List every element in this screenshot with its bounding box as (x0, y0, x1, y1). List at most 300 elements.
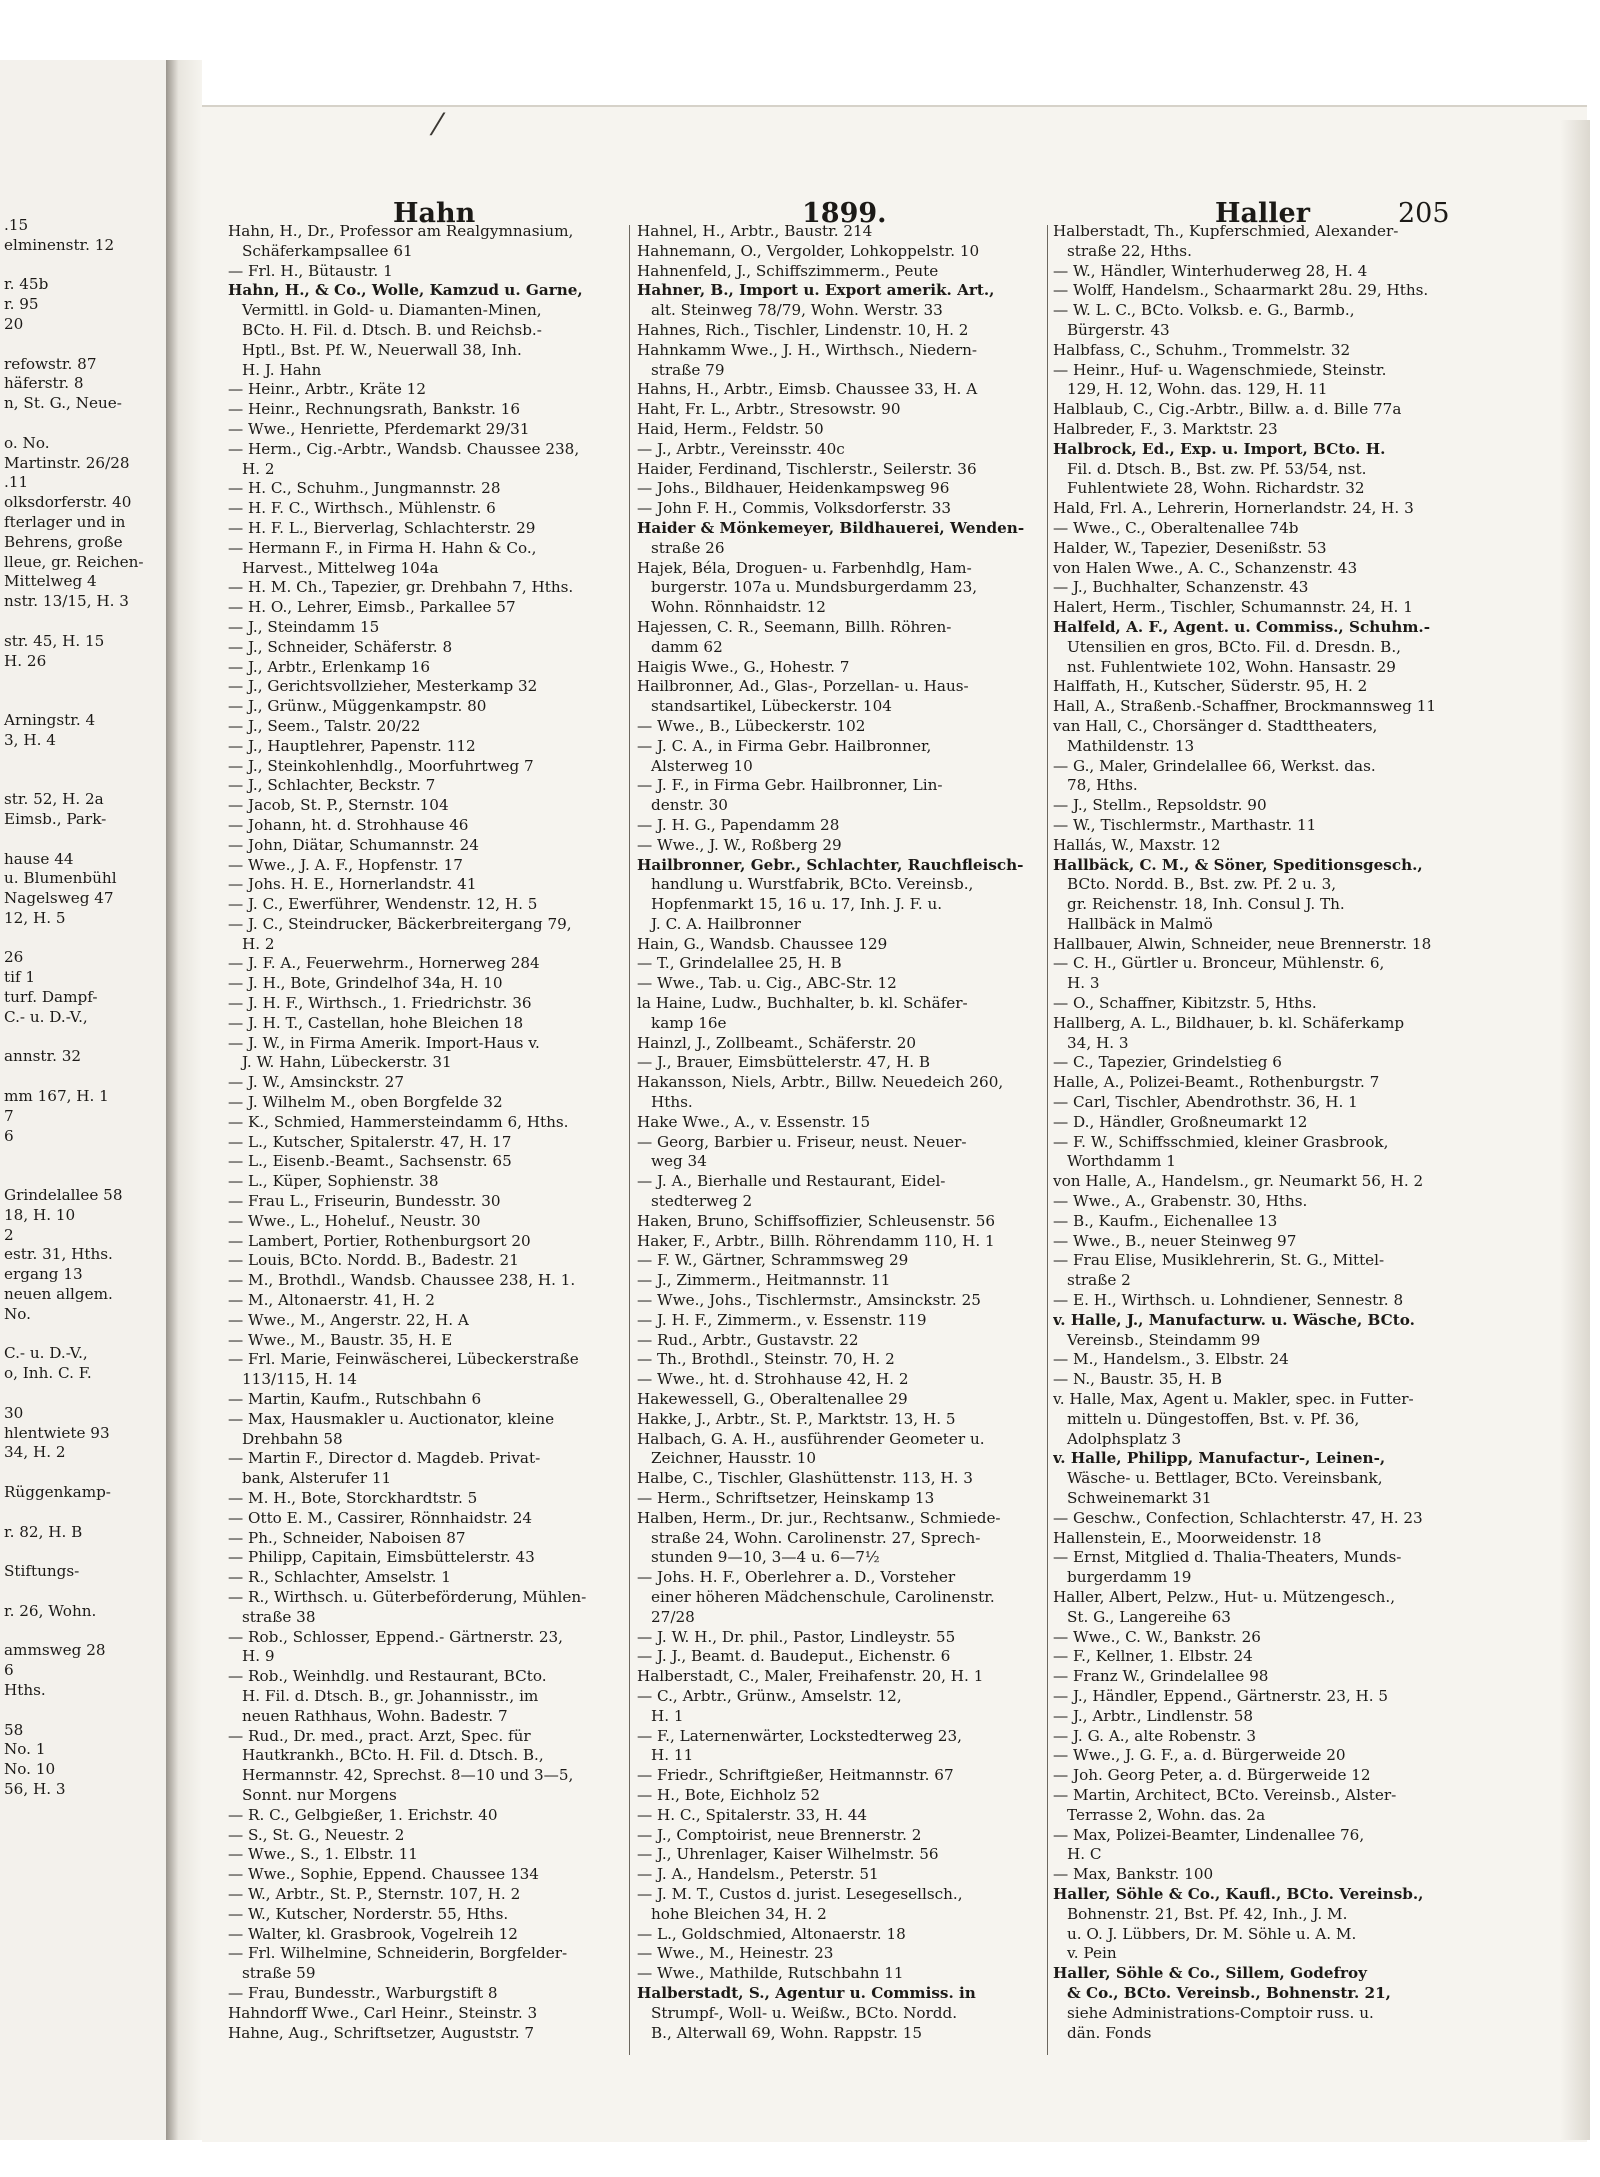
directory-entry-line: Drehbahn 58 (242, 1429, 343, 1448)
directory-entry-line: — J., Arbtr., Lindlenstr. 58 (1053, 1706, 1254, 1725)
directory-entry-line: — J., Steindamm 15 (228, 617, 380, 636)
previous-page-fragment: 26 (4, 948, 24, 967)
directory-entry-line: — J., Schneider, Schäferstr. 8 (228, 637, 453, 656)
directory-entry-line: Worthdamm 1 (1067, 1152, 1176, 1171)
previous-page-fragment: 2 (4, 1225, 14, 1244)
previous-page-fragment (0, 1067, 168, 1087)
directory-entry-line: — John, Diätar, Schumannstr. 24 (228, 835, 479, 854)
directory-entry-line: — Rud., Dr. med., pract. Arzt, Spec. für (228, 1726, 531, 1745)
directory-column-2 (637, 222, 1043, 2043)
directory-entry-line: burgerdamm 19 (1067, 1568, 1192, 1587)
directory-entry-line: straße 22, Hths. (1067, 241, 1192, 260)
previous-page-fragment (0, 1384, 168, 1404)
directory-entry-line: — Jacob, St. P., Sternstr. 104 (228, 796, 449, 815)
directory-entry-line: — Georg, Barbier u. Friseur, neust. Neuer- (637, 1132, 967, 1151)
directory-entry-line: mitteln u. Düngestoffen, Bst. v. Pf. 36, (1067, 1409, 1360, 1428)
directory-entry-line: — Rob., Weinhdlg. und Restaurant, BCto. (228, 1667, 547, 1686)
previous-page-fragment (0, 1582, 168, 1602)
directory-entry-line: Hakke, J., Arbtr., St. P., Marktstr. 13, H. 5 (637, 1409, 956, 1428)
directory-entry-line: — H. C., Schuhm., Jungmannstr. 28 (228, 479, 501, 498)
directory-entry-line: Zeichner, Hausstr. 10 (651, 1449, 817, 1468)
previous-page-fragment: 6 (4, 1126, 14, 1145)
directory-entry-line: Halblaub, C., Cig.-Arbtr., Billw. a. d. Bille 77a (1053, 400, 1402, 419)
directory-entry-line: — Rob., Schlosser, Eppend.- Gärtnerstr. 23, (228, 1627, 563, 1646)
directory-entry-line: Fuhlentwiete 28, Wohn. Richardstr. 32 (1067, 479, 1365, 498)
directory-entry-line: — Frl. Marie, Feinwäscherei, Lübeckerstraße (228, 1350, 579, 1369)
running-head-right: Haller (1215, 198, 1310, 229)
directory-entry-line: — Frl. Wilhelmine, Schneiderin, Borgfelder- (228, 1944, 568, 1963)
previous-page-fragment: 56, H. 3 (4, 1779, 66, 1798)
directory-entry-line: Hahnes, Rich., Tischler, Lindenstr. 10, H. 2 (637, 320, 969, 339)
previous-page-fragment: Hths. (4, 1680, 46, 1699)
directory-entry-line: — J. C., Steindrucker, Bäckerbreitergang 79, (228, 914, 572, 933)
previous-page-fragment (0, 1701, 168, 1721)
directory-entry-line: — J., Seem., Talstr. 20/22 (228, 716, 421, 735)
directory-entry-line: — H. F. L., Bierverlag, Schlachterstr. 29 (228, 518, 536, 537)
directory-entry-line: Halert, Herm., Tischler, Schumannstr. 24, H. 1 (1053, 598, 1413, 617)
directory-entry-line: — Walter, kl. Grasbrook, Vogelreih 12 (228, 1924, 518, 1943)
directory-entry-line: Hahnkamm Wwe., J. H., Wirthsch., Niedern- (637, 340, 978, 359)
directory-entry-line: Halle, A., Polizei-Beamt., Rothenburgstr. 7 (1053, 1073, 1380, 1092)
page-edge-shadow (1560, 120, 1590, 2140)
previous-page-fragment: 3, H. 4 (4, 730, 56, 749)
previous-page-fragment (0, 671, 168, 691)
directory-entry-line: Haller, Söhle & Co., Kaufl., BCto. Vereinsb., (1053, 1884, 1424, 1903)
directory-entry-line: Haid, Herm., Feldstr. 50 (637, 419, 824, 438)
directory-entry-line: — H. O., Lehrer, Eimsb., Parkallee 57 (228, 598, 516, 617)
previous-page-fragment: Eimsb., Park- (4, 809, 107, 828)
directory-entry-line: — Martin F., Director d. Magdeb. Privat- (228, 1449, 541, 1468)
previous-page-fragment: tif 1 (4, 968, 36, 987)
column-rule-2 (1047, 225, 1048, 2055)
directory-entry-line: la Haine, Ludw., Buchhalter, b. kl. Schäfer- (637, 994, 968, 1013)
directory-entry-line: von Halen Wwe., A. C., Schanzenstr. 43 (1053, 558, 1358, 577)
directory-entry-line: damm 62 (651, 637, 723, 656)
previous-page-fragment: annstr. 32 (4, 1047, 82, 1066)
previous-page-fragment: No. 1 (4, 1740, 46, 1759)
directory-entry-line: Hallbauer, Alwin, Schneider, neue Brennerstr. 18 (1053, 934, 1432, 953)
directory-entry-line: — Herm., Cig.-Arbtr., Wandsb. Chaussee 238, (228, 439, 580, 458)
directory-entry-line: H. 2 (242, 934, 275, 953)
directory-entry-line: — M., Altonaerstr. 41, H. 2 (228, 1291, 435, 1310)
directory-entry-line: — Wwe., M., Baustr. 35, H. E (228, 1330, 453, 1349)
directory-entry-line: J. W. Hahn, Lübeckerstr. 31 (242, 1053, 452, 1072)
directory-entry-line: Utensilien en gros, BCto. Fil. d. Dresdn. B., (1067, 637, 1401, 656)
directory-entry-line: — F. W., Schiffsschmied, kleiner Grasbrook, (1053, 1132, 1389, 1151)
directory-entry-line: — J. F. A., Feuerwehrm., Hornerweg 284 (228, 954, 540, 973)
directory-entry-line: — Wwe., Tab. u. Cig., ABC-Str. 12 (637, 974, 897, 993)
directory-entry-line: — O., Schaffner, Kibitzstr. 5, Hths. (1053, 994, 1317, 1013)
previous-page-fragment: r. 26, Wohn. (4, 1601, 97, 1620)
previous-page-fragment: o. No. (4, 433, 50, 452)
directory-entry-line: — M., Handelsm., 3. Elbstr. 24 (1053, 1350, 1289, 1369)
previous-page-fragment (0, 612, 168, 632)
directory-entry-line: Hahns, H., Arbtr., Eimsb. Chaussee 33, H. A (637, 380, 978, 399)
directory-entry-line: — Heinr., Rechnungsrath, Bankstr. 16 (228, 400, 521, 419)
directory-entry-line: — H., Bote, Eichholz 52 (637, 1785, 820, 1804)
directory-entry-line: — F., Laternenwärter, Lockstedterweg 23, (637, 1726, 962, 1745)
directory-entry-line: Hakansson, Niels, Arbtr., Billw. Neuedeich 260, (637, 1073, 1004, 1092)
directory-entry-line: Wäsche- u. Bettlager, BCto. Vereinsbank, (1067, 1469, 1383, 1488)
directory-entry-line: straße 38 (242, 1607, 316, 1626)
directory-entry-line: Hain, G., Wandsb. Chaussee 129 (637, 934, 888, 953)
directory-entry-line: — Franz W., Grindelallee 98 (1053, 1667, 1269, 1686)
previous-page-fragment: Rüggenkamp- (4, 1483, 111, 1501)
previous-page-fragment: 20 (4, 314, 24, 333)
previous-page-fragment (0, 1166, 168, 1186)
directory-entry-line: — Th., Brothdl., Steinstr. 70, H. 2 (637, 1350, 895, 1369)
directory-entry-line: straße 2 (1067, 1271, 1131, 1290)
directory-entry-line: Hptl., Bst. Pf. W., Neuerwall 38, Inh. (242, 340, 522, 359)
directory-entry-line: — B., Kaufm., Eichenallee 13 (1053, 1211, 1278, 1230)
directory-entry-line: Harvest., Mittelweg 104a (242, 558, 439, 577)
previous-page-fragment: 18, H. 10 (4, 1205, 76, 1224)
directory-entry-line: — T., Grindelallee 25, H. B (637, 954, 842, 973)
directory-entry-line: — W., Arbtr., St. P., Sternstr. 107, H. 2 (228, 1884, 521, 1903)
directory-entry-line: — W., Kutscher, Norderstr. 55, Hths. (228, 1904, 509, 1923)
directory-entry-line: straße 79 (651, 360, 725, 379)
directory-entry-line: — Friedr., Schriftgießer, Heitmannstr. 67 (637, 1766, 954, 1785)
previous-page-fragment: ammsweg 28 (4, 1641, 106, 1660)
previous-page-edge (0, 60, 168, 2140)
directory-entry-line: — L., Goldschmied, Altonaerstr. 18 (637, 1924, 906, 1943)
directory-entry-line: — Johann, ht. d. Strohhause 46 (228, 815, 469, 834)
previous-page-fragment: 58 (4, 1720, 24, 1739)
directory-entry-line: — Geschw., Confection, Schlachterstr. 47, H. 23 (1053, 1508, 1423, 1527)
directory-entry-line: — J. W., Amsinckstr. 27 (228, 1073, 404, 1092)
directory-entry-line: Hahne, Aug., Schriftsetzer, Auguststr. 7 (228, 2023, 535, 2042)
directory-entry-line: Wohn. Rönnhaidstr. 12 (651, 598, 826, 617)
previous-page-fragment: No. (4, 1304, 31, 1323)
directory-entry-line: — J., Buchhalter, Schanzenstr. 43 (1053, 578, 1309, 597)
previous-page-fragment: elminenstr. 12 (4, 235, 115, 254)
directory-entry-line: 34, H. 3 (1067, 1033, 1129, 1052)
directory-entry-line: u. O. J. Lübbers, Dr. M. Söhle u. A. M. (1067, 1924, 1357, 1943)
directory-entry-line: — J., Zimmerm., Heitmannstr. 11 (637, 1271, 891, 1290)
directory-entry-line: Hailbronner, Ad., Glas-, Porzellan- u. Haus- (637, 677, 969, 696)
previous-page-fragment: u. Blumenbühl (4, 869, 117, 888)
directory-entry-line: — Otto E. M., Cassirer, Rönnhaidstr. 24 (228, 1508, 533, 1527)
directory-entry-line: Fil. d. Dtsch. B., Bst. zw. Pf. 53/54, nst. (1067, 459, 1367, 478)
directory-entry-line: — Wwe., A., Grabenstr. 30, Hths. (1053, 1192, 1308, 1211)
directory-column-1 (228, 222, 626, 2043)
directory-entry-line: — Wwe., M., Heinestr. 23 (637, 1944, 834, 1963)
directory-entry-line: dän. Fonds (1067, 2023, 1152, 2042)
directory-entry-line: — Louis, BCto. Nordd. B., Badestr. 21 (228, 1251, 519, 1270)
directory-entry-line: — J. W. H., Dr. phil., Pastor, Lindleystr. 55 (637, 1627, 956, 1646)
directory-entry-line: — Max, Bankstr. 100 (1053, 1865, 1214, 1884)
directory-entry-line: Haht, Fr. L., Arbtr., Stresowstr. 90 (637, 400, 901, 419)
directory-entry-line: — J. H. F., Zimmerm., v. Essenstr. 119 (637, 1310, 927, 1329)
directory-entry-line: — J. H. F., Wirthsch., 1. Friedrichstr. 36 (228, 994, 532, 1013)
directory-entry-line: Halbreder, F., 3. Marktstr. 23 (1053, 419, 1278, 438)
directory-entry-line: Halben, Herm., Dr. jur., Rechtsanw., Schmiede- (637, 1508, 1001, 1527)
directory-entry-line: — J. C. A., in Firma Gebr. Hailbronner, (637, 736, 932, 755)
directory-entry-line: — Martin, Architect, BCto. Vereinsb., Alster- (1053, 1785, 1397, 1804)
directory-entry-line: straße 59 (242, 1964, 316, 1983)
previous-page-fragment: .15 (4, 216, 29, 234)
directory-entry-line: — John F. H., Commis, Volksdorferstr. 33 (637, 499, 952, 518)
directory-entry-line: Hallberg, A. L., Bildhauer, b. kl. Schäferkamp (1053, 1013, 1405, 1032)
directory-entry-line: H. 3 (1067, 974, 1100, 993)
previous-page-fragment (0, 256, 168, 276)
directory-entry-line: Hautkrankh., BCto. H. Fil. d. Dtsch. B., (242, 1746, 544, 1765)
directory-entry-line: — Wwe., B., Lübeckerstr. 102 (637, 716, 866, 735)
directory-entry-line: — R., Wirthsch. u. Güterbeförderung, Mühlen- (228, 1587, 587, 1606)
directory-entry-line: — Wwe., Mathilde, Rutschbahn 11 (637, 1964, 904, 1983)
directory-entry-line: — Johs., Bildhauer, Heidenkampsweg 96 (637, 479, 950, 498)
directory-entry-line: — J., Uhrenlager, Kaiser Wilhelmstr. 56 (637, 1845, 939, 1864)
directory-entry-line: — Herm., Schriftsetzer, Heinskamp 13 (637, 1489, 935, 1507)
directory-entry-line: Hall, A., Straßenb.-Schaffner, Brockmannsweg 11 (1053, 697, 1437, 716)
directory-entry-line: Hajek, Béla, Droguen- u. Farbenhdlg, Ham- (637, 558, 972, 577)
directory-entry-line: — J. J., Beamt. d. Baudeput., Eichenstr. 6 (637, 1647, 951, 1666)
directory-entry-line: — D., Händler, Großneumarkt 12 (1053, 1112, 1308, 1131)
directory-entry-line: — W., Händler, Winterhuderweg 28, H. 4 (1053, 261, 1368, 280)
previous-page-fragment (0, 1146, 168, 1166)
directory-entry-line: — Wwe., S., 1. Elbstr. 11 (228, 1845, 418, 1864)
directory-entry-line: — Lambert, Portier, Rothenburgsort 20 (228, 1231, 531, 1250)
previous-page-fragment: Mittelweg 4 (4, 572, 97, 591)
directory-entry-line: — J., Brauer, Eimsbüttelerstr. 47, H. B (637, 1053, 931, 1072)
previous-page-fragment: fterlager und in (4, 512, 126, 531)
running-head-year: 1899. (802, 198, 887, 229)
directory-entry-line: Bohnenstr. 21, Bst. Pf. 42, Inh., J. M. (1067, 1904, 1348, 1923)
directory-entry-line: — Ph., Schneider, Naboisen 87 (228, 1528, 466, 1547)
previous-page-fragment: nstr. 13/15, H. 3 (4, 592, 129, 611)
directory-entry-line: — Max, Polizei-Beamter, Lindenallee 76, (1053, 1825, 1365, 1844)
directory-entry-line: — H. M. Ch., Tapezier, gr. Drehbahn 7, Hths. (228, 578, 574, 597)
previous-page-fragment (0, 830, 168, 850)
directory-entry-line: — Frau Elise, Musiklehrerin, St. G., Mittel- (1053, 1251, 1385, 1270)
directory-entry-line: stedterweg 2 (651, 1192, 753, 1211)
directory-entry-line: — Wolff, Handelsm., Schaarmarkt 28u. 29, Hths. (1053, 281, 1429, 300)
directory-entry-line: v. Halle, Philipp, Manufactur-, Leinen-, (1053, 1449, 1386, 1468)
directory-entry-line: Halberstadt, C., Maler, Freihafenstr. 20, H. 1 (637, 1667, 984, 1686)
previous-page-fragment (0, 1463, 168, 1483)
page-number: 205 (1398, 198, 1450, 229)
previous-page-fragment: estr. 31, Hths. (4, 1245, 113, 1264)
directory-entry-line: — Frau, Bundesstr., Warburgstift 8 (228, 1983, 498, 2002)
previous-page-fragment: str. 52, H. 2a (4, 790, 104, 809)
directory-entry-line: — J., Hauptlehrer, Papenstr. 112 (228, 736, 476, 755)
directory-entry-line: einer höheren Mädchenschule, Carolinenstr. (651, 1587, 995, 1606)
directory-entry-line: — E. H., Wirthsch. u. Lohndiener, Sennestr. 8 (1053, 1291, 1404, 1310)
column-rule-1 (629, 225, 630, 2055)
ink-mark: ⁄ (435, 108, 441, 143)
previous-page-fragment: 30 (4, 1403, 24, 1422)
directory-entry-line: Haider, Ferdinand, Tischlerstr., Seilerstr. 36 (637, 459, 977, 478)
directory-entry-line: Strumpf-, Woll- u. Weißw., BCto. Nordd. (651, 2003, 958, 2022)
directory-entry-line: Hainzl, J., Zollbeamt., Schäferstr. 20 (637, 1033, 917, 1052)
previous-page-fragment: Grindelallee 58 (4, 1186, 123, 1205)
directory-entry-line: Vereinsb., Steindamm 99 (1067, 1330, 1261, 1349)
directory-entry-line: — C. H., Gürtler u. Bronceur, Mühlenstr. 6, (1053, 954, 1385, 973)
directory-entry-line: Hake Wwe., A., v. Essenstr. 15 (637, 1112, 871, 1131)
directory-entry-line: Vermittl. in Gold- u. Diamanten-Minen, (242, 301, 542, 320)
directory-entry-line: Sonnt. nur Morgens (242, 1785, 397, 1804)
directory-entry-line: Haller, Söhle & Co., Sillem, Godefroy (1053, 1964, 1367, 1983)
directory-entry-line: — J. W., in Firma Amerik. Import-Haus v. (228, 1033, 540, 1052)
directory-entry-line: — H. C., Spitalerstr. 33, H. 44 (637, 1805, 868, 1824)
directory-entry-line: — L., Kutscher, Spitalerstr. 47, H. 17 (228, 1132, 512, 1151)
directory-entry-line: Terrasse 2, Wohn. das. 2a (1067, 1805, 1266, 1824)
directory-entry-line: Hahn, H., Dr., Professor am Realgymnasium, (228, 222, 574, 240)
running-head-left: Hahn (393, 198, 476, 229)
directory-entry-line: Hailbronner, Gebr., Schlachter, Rauchfleisch- (637, 855, 1024, 874)
directory-entry-line: Halbfass, C., Schuhm., Trommelstr. 32 (1053, 340, 1351, 359)
directory-entry-line: denstr. 30 (651, 796, 728, 815)
directory-entry-line: — J., Arbtr., Vereinsstr. 40c (637, 439, 845, 458)
directory-entry-line: — J. A., Handelsm., Peterstr. 51 (637, 1865, 879, 1884)
directory-entry-line: — Carl, Tischler, Abendrothstr. 36, H. 1 (1053, 1093, 1358, 1112)
directory-entry-line: H. Fil. d. Dtsch. B., gr. Johannisstr., im (242, 1686, 539, 1705)
directory-entry-line: Hallenstein, E., Moorweidenstr. 18 (1053, 1528, 1322, 1547)
directory-entry-line: 27/28 (651, 1607, 695, 1626)
previous-page-fragment: r. 95 (4, 295, 39, 314)
directory-entry-line: — L., Eisenb.-Beamt., Sachsenstr. 65 (228, 1152, 512, 1171)
directory-entry-line: Adolphsplatz 3 (1067, 1429, 1182, 1448)
directory-entry-line: — Wwe., B., neuer Steinweg 97 (1053, 1231, 1297, 1250)
previous-page-fragment: .11 (4, 473, 29, 492)
directory-entry-line: — C., Tapezier, Grindelstieg 6 (1053, 1053, 1282, 1072)
directory-entry-line: Hahndorff Wwe., Carl Heinr., Steinstr. 3 (228, 2003, 538, 2022)
directory-entry-line: straße 26 (651, 538, 725, 557)
directory-entry-line: — J. H., Bote, Grindelhof 34a, H. 10 (228, 974, 503, 993)
directory-entry-line: — Ernst, Mitglied d. Thalia-Theaters, Munds- (1053, 1548, 1402, 1567)
directory-entry-line: — Wwe., J. G. F., a. d. Bürgerweide 20 (1053, 1746, 1346, 1765)
directory-entry-line: v. Halle, Max, Agent u. Makler, spec. in Futter- (1053, 1390, 1414, 1409)
previous-page-fragment: Martinstr. 26/28 (4, 453, 130, 472)
directory-entry-line: & Co., BCto. Vereinsb., Bohnenstr. 21, (1067, 1983, 1391, 2002)
directory-entry-line: Hahn, H., & Co., Wolle, Kamzud u. Garne, (228, 281, 583, 300)
directory-entry-line: J. C. A. Hailbronner (651, 914, 801, 933)
directory-entry-line: — Heinr., Arbtr., Kräte 12 (228, 380, 426, 399)
directory-entry-line: — F. W., Gärtner, Schrammsweg 29 (637, 1251, 909, 1270)
directory-entry-line: — J., Comptoirist, neue Brennerstr. 2 (637, 1825, 922, 1844)
directory-entry-line: — Wwe., L., Hoheluf., Neustr. 30 (228, 1211, 481, 1230)
directory-entry-line: Hopfenmarkt 15, 16 u. 17, Inh. J. F. u. (651, 895, 943, 914)
directory-entry-line: Haker, F., Arbtr., Billh. Röhrendamm 110, H. 1 (637, 1231, 995, 1250)
directory-entry-line: Halfeld, A. F., Agent. u. Commiss., Schuhm.- (1053, 617, 1431, 636)
directory-entry-line: — H. F. C., Wirthsch., Mühlenstr. 6 (228, 499, 496, 518)
directory-entry-line: BCto. H. Fil. d. Dtsch. B. und Reichsb.- (242, 320, 542, 339)
directory-entry-line: — N., Baustr. 35, H. B (1053, 1370, 1222, 1389)
previous-page-fragment (0, 929, 168, 949)
directory-entry-line: 129, H. 12, Wohn. das. 129, H. 11 (1067, 380, 1328, 399)
previous-page-fragment (0, 1028, 168, 1048)
previous-page-fragment: C.- u. D.-V., (4, 1007, 88, 1026)
directory-entry-line: BCto. Nordd. B., Bst. zw. Pf. 2 u. 3, (1067, 875, 1337, 894)
directory-entry-line: — M. H., Bote, Storckhardtstr. 5 (228, 1489, 478, 1507)
directory-entry-line: — J., Gerichtsvollzieher, Mesterkamp 32 (228, 677, 538, 696)
directory-entry-line: — J., Stellm., Repsoldstr. 90 (1053, 796, 1267, 815)
previous-page-fragment (0, 1325, 168, 1345)
directory-entry-line: — J. G. A., alte Robenstr. 3 (1053, 1726, 1256, 1745)
directory-entry-line: — Wwe., J. A. F., Hopfenstr. 17 (228, 855, 463, 874)
directory-entry-line: — J., Steinkohlenhdlg., Moorfuhrtweg 7 (228, 756, 534, 775)
directory-entry-line: H. 11 (651, 1746, 694, 1765)
directory-entry-line: hohe Bleichen 34, H. 2 (651, 1904, 827, 1923)
directory-entry-line: — Martin, Kaufm., Rutschbahn 6 (228, 1390, 482, 1409)
directory-entry-line: — J., Grünw., Müggenkampstr. 80 (228, 697, 487, 716)
previous-page-fragment (0, 335, 168, 355)
directory-entry-line: H. 1 (651, 1706, 684, 1725)
directory-entry-line: weg 34 (651, 1152, 707, 1171)
directory-entry-line: Hallbäck, C. M., & Söner, Speditionsgesch., (1053, 855, 1423, 874)
directory-entry-line: Hermannstr. 42, Sprechst. 8—10 und 3—5, (242, 1766, 574, 1785)
directory-entry-line: — Wwe., C., Oberaltenallee 74b (1053, 518, 1299, 537)
directory-entry-line: Halder, W., Tapezier, Desenißstr. 53 (1053, 538, 1327, 557)
directory-entry-line: — Wwe., M., Angerstr. 22, H. A (228, 1310, 469, 1329)
directory-entry-line: B., Alterwall 69, Wohn. Rappstr. 15 (651, 2023, 923, 2042)
previous-page-fragment: str. 45, H. 15 (4, 631, 105, 650)
directory-entry-line: — F., Kellner, 1. Elbstr. 24 (1053, 1647, 1253, 1666)
previous-page-fragment: 34, H. 2 (4, 1443, 66, 1462)
directory-entry-line: Haken, Bruno, Schiffsoffizier, Schleusenstr. 56 (637, 1211, 996, 1230)
directory-entry-line: Bürgerstr. 43 (1067, 320, 1170, 339)
directory-entry-line: von Halle, A., Handelsm., gr. Neumarkt 56, H. 2 (1053, 1172, 1424, 1191)
previous-page-fragment (0, 1622, 168, 1642)
directory-entry-line: — L., Küper, Sophienstr. 38 (228, 1172, 439, 1191)
directory-entry-line: — Wwe., Sophie, Eppend. Chaussee 134 (228, 1865, 539, 1884)
book-gutter (166, 60, 202, 2140)
previous-page-fragment: ergang 13 (4, 1265, 83, 1284)
directory-entry-line: Hahnenfeld, J., Schiffszimmerm., Peute (637, 261, 939, 280)
directory-entry-line: Haller, Albert, Pelzw., Hut- u. Mützengesch., (1053, 1587, 1396, 1606)
previous-page-fragment: Arningstr. 4 (4, 710, 96, 729)
directory-entry-line: burgerstr. 107a u. Mundsburgerdamm 23, (651, 578, 978, 597)
directory-entry-line: alt. Steinweg 78/79, Wohn. Werstr. 33 (651, 301, 943, 320)
previous-page-fragment (0, 414, 168, 434)
previous-page-fragment: No. 10 (4, 1760, 56, 1779)
previous-page-fragment: Stiftungs- (4, 1562, 80, 1581)
directory-entry-line: H. J. Hahn (242, 360, 322, 379)
directory-entry-line: standsartikel, Lübeckerstr. 104 (651, 697, 892, 716)
directory-entry-line: gr. Reichenstr. 18, Inh. Consul J. Th. (1067, 895, 1345, 914)
previous-page-fragment: Behrens, große (4, 532, 123, 551)
directory-entry-line: Hald, Frl. A., Lehrerin, Hornerlandstr. 24, H. 3 (1053, 499, 1414, 518)
directory-entry-line: siehe Administrations-Comptoir russ. u. (1067, 2003, 1374, 2022)
directory-entry-line: — Rud., Arbtr., Gustavstr. 22 (637, 1330, 859, 1349)
directory-entry-line: — J., Händler, Eppend., Gärtnerstr. 23, H. 5 (1053, 1686, 1389, 1705)
directory-entry-line: — J. H. G., Papendamm 28 (637, 815, 840, 834)
previous-page-fragment: o, Inh. C. F. (4, 1364, 92, 1383)
directory-entry-line: — Hermann F., in Firma H. Hahn & Co., (228, 538, 537, 557)
directory-entry-line: handlung u. Wurstfabrik, BCto. Vereinsb., (651, 875, 974, 894)
directory-entry-line: Schweinemarkt 31 (1067, 1489, 1212, 1507)
previous-page-fragment: H. 26 (4, 651, 47, 670)
directory-entry-line: bank, Alsterufer 11 (242, 1469, 392, 1488)
directory-entry-line: Hallás, W., Maxstr. 12 (1053, 835, 1221, 854)
directory-entry-line: stunden 9—10, 3—4 u. 6—7½ (651, 1548, 880, 1567)
directory-entry-line: straße 24, Wohn. Carolinenstr. 27, Sprech- (651, 1528, 981, 1547)
previous-page-fragment (0, 770, 168, 790)
directory-entry-line: — W. L. C., BCto. Volksb. e. G., Barmb., (1053, 301, 1355, 320)
directory-entry-line: — W., Tischlermstr., Marthastr. 11 (1053, 815, 1317, 834)
previous-page-fragment: C.- u. D.-V., (4, 1344, 88, 1363)
directory-entry-line: — G., Maler, Grindelallee 66, Werkst. das. (1053, 756, 1376, 775)
previous-page-fragment (0, 691, 168, 711)
directory-entry-line: v. Halle, J., Manufacturw. u. Wäsche, BCto. (1053, 1310, 1415, 1329)
directory-entry-line: — Wwe., J. W., Roßberg 29 (637, 835, 842, 854)
directory-entry-line: — Philipp, Capitain, Eimsbüttelerstr. 43 (228, 1548, 535, 1567)
directory-entry-line: — R. C., Gelbgießer, 1. Erichstr. 40 (228, 1805, 498, 1824)
directory-entry-line: H. 9 (242, 1647, 275, 1666)
directory-entry-line: St. G., Langereihe 63 (1067, 1607, 1231, 1626)
directory-entry-line: — K., Schmied, Hammersteindamm 6, Hths. (228, 1112, 569, 1131)
directory-entry-line: — Heinr., Huf- u. Wagenschmiede, Steinstr. (1053, 360, 1387, 379)
